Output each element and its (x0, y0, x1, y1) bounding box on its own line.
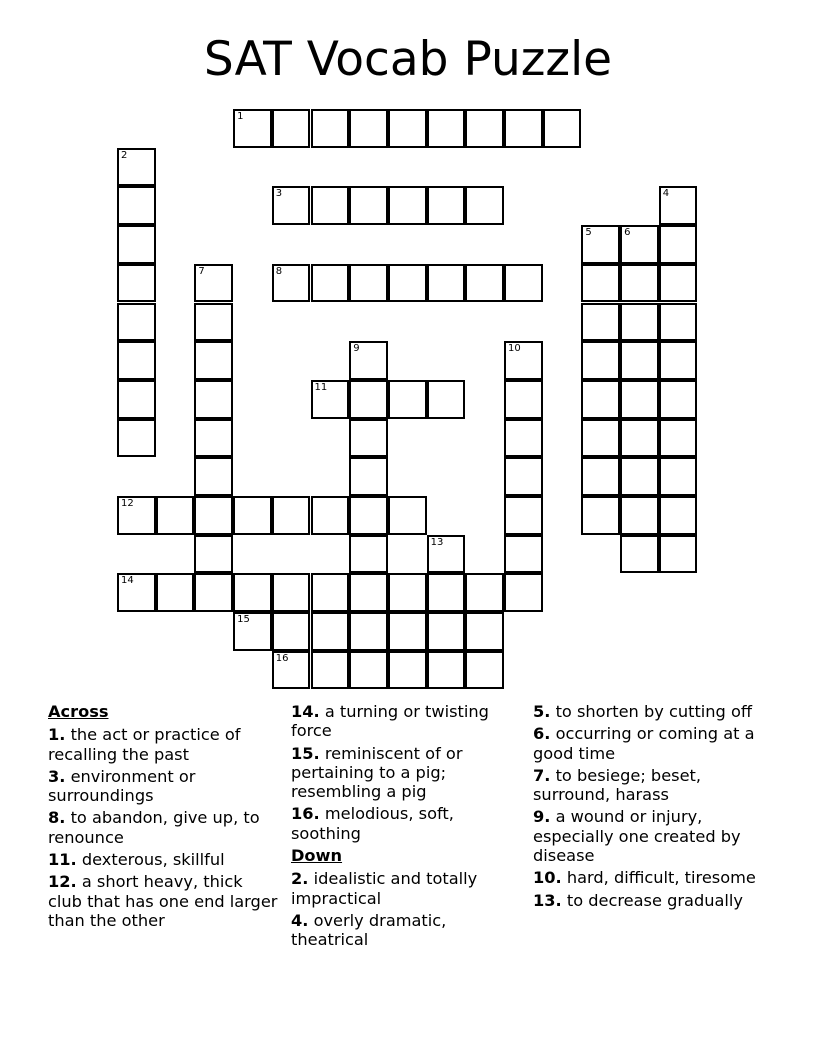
cell-number: 10 (508, 343, 521, 355)
grid-cell[interactable] (194, 303, 233, 342)
grid-cell[interactable] (194, 341, 233, 380)
grid-cell[interactable] (388, 380, 427, 419)
puzzle-title: SAT Vocab Puzzle (203, 32, 613, 87)
grid-cell[interactable] (272, 186, 311, 225)
cell-number: 8 (275, 265, 283, 277)
grid-cell[interactable] (272, 651, 311, 690)
grid-cell[interactable] (272, 573, 311, 612)
cell-number: 14 (121, 575, 134, 587)
clue-down-6 (533, 724, 768, 763)
clue-across-3 (48, 767, 278, 806)
grid-cell[interactable] (311, 380, 350, 419)
grid-cell[interactable] (233, 612, 272, 651)
clue-down-9 (533, 807, 768, 865)
grid-cell[interactable] (620, 419, 659, 458)
across-heading: Across (48, 702, 109, 721)
clue-text: to abandon, give up, to renounce (48, 808, 260, 847)
clue-across-14 (291, 702, 521, 741)
clue-text: reminiscent of or pertaining to a pig; resembling a pig (291, 743, 463, 802)
grid-cell[interactable] (620, 535, 659, 574)
clue-text: the act or practice of recalling the past (48, 725, 241, 764)
grid-cell[interactable] (581, 264, 620, 303)
clue-across-16 (291, 804, 521, 843)
grid-cell[interactable] (349, 651, 388, 690)
grid-cell[interactable] (427, 380, 466, 419)
clue-text: hard, difficult, tiresome (566, 868, 756, 888)
grid-cell[interactable] (388, 612, 427, 651)
grid-cell[interactable] (659, 380, 698, 419)
clue-text: overly dramatic, theatrical (291, 910, 447, 950)
clue-number: 10. (533, 868, 562, 888)
grid-cell[interactable] (388, 264, 427, 303)
grid-cell[interactable] (311, 264, 350, 303)
grid-cell[interactable] (504, 573, 543, 612)
grid-cell[interactable] (581, 457, 620, 496)
grid-cell[interactable] (117, 496, 156, 535)
grid-cell[interactable] (388, 186, 427, 225)
clues-column-1 (48, 702, 278, 933)
grid-cell[interactable] (504, 341, 543, 380)
grid-cell[interactable] (659, 264, 698, 303)
grid-cell[interactable] (349, 341, 388, 380)
grid-cell[interactable] (117, 380, 156, 419)
grid-cell[interactable] (311, 496, 350, 535)
grid-cell[interactable] (311, 612, 350, 651)
grid-cell[interactable] (427, 264, 466, 303)
grid-cell[interactable] (465, 186, 504, 225)
grid-cell[interactable] (427, 186, 466, 225)
grid-cell[interactable] (581, 380, 620, 419)
cell-number: 12 (121, 498, 134, 509)
grid-cell[interactable] (194, 264, 233, 303)
grid-cell[interactable] (427, 109, 466, 148)
clue-down-10 (533, 868, 768, 887)
grid-cell[interactable] (194, 380, 233, 419)
clue-number: 5. (533, 702, 551, 721)
clue-number: 8. (48, 808, 66, 828)
grid-cell[interactable] (388, 496, 427, 535)
clue-text: melodious, soft, soothing (291, 804, 454, 843)
cell-number: 6 (624, 227, 631, 239)
clue-down-4 (291, 911, 521, 950)
grid-cell[interactable] (272, 264, 311, 303)
clue-text: a turning or twisting force (291, 702, 489, 741)
cell-number: 13 (430, 536, 444, 548)
grid-cell[interactable] (465, 573, 504, 612)
grid-cell[interactable] (194, 573, 233, 612)
grid-cell[interactable] (272, 496, 311, 535)
clue-number: 9. (533, 807, 551, 827)
grid-cell[interactable] (156, 496, 195, 535)
grid-cell[interactable] (194, 535, 233, 574)
grid-cell[interactable] (349, 496, 388, 535)
grid-cell[interactable] (311, 573, 350, 612)
grid-cell[interactable] (581, 225, 620, 264)
grid-cell[interactable] (465, 109, 504, 148)
grid-cell[interactable] (194, 457, 233, 496)
grid-cell[interactable] (349, 380, 388, 419)
clue-across-8 (48, 808, 278, 847)
grid-cell[interactable] (349, 612, 388, 651)
grid-cell[interactable] (388, 651, 427, 690)
grid-cell[interactable] (504, 457, 543, 496)
clue-number: 2. (291, 869, 309, 889)
grid-cell[interactable] (311, 651, 350, 690)
grid-cell[interactable] (117, 186, 156, 225)
grid-cell[interactable] (349, 419, 388, 458)
grid-cell[interactable] (117, 573, 156, 612)
clue-number: 3. (48, 766, 66, 786)
grid-cell[interactable] (349, 109, 388, 148)
grid-cell[interactable] (659, 419, 698, 458)
clue-number: 7. (533, 765, 551, 785)
grid-cell[interactable] (659, 535, 698, 574)
grid-cell[interactable] (388, 109, 427, 148)
clue-number: 13. (533, 890, 562, 910)
clue-text: idealistic and totally impractical (291, 869, 478, 908)
clue-text: environment or surroundings (48, 766, 196, 806)
clue-number: 15. (291, 743, 320, 763)
clue-across-11 (48, 850, 278, 869)
grid-cell[interactable] (465, 264, 504, 303)
cell-number: 11 (314, 381, 328, 393)
clue-down-13 (533, 891, 768, 910)
grid-cell[interactable] (156, 573, 195, 612)
clue-text: dexterous, skillful (81, 850, 225, 870)
grid-cell[interactable] (620, 303, 659, 342)
grid-cell[interactable] (194, 419, 233, 458)
grid-cell[interactable] (311, 186, 350, 225)
clue-text: occurring or coming at a good time (533, 724, 755, 763)
grid-cell[interactable] (581, 496, 620, 535)
grid-cell[interactable] (659, 225, 698, 264)
grid-cell[interactable] (620, 341, 659, 380)
grid-cell[interactable] (194, 496, 233, 535)
grid-cell[interactable] (117, 341, 156, 380)
grid-cell[interactable] (504, 535, 543, 574)
clue-down-2 (291, 869, 521, 908)
grid-cell[interactable] (620, 457, 659, 496)
grid-cell[interactable] (233, 109, 272, 148)
grid-cell[interactable] (349, 186, 388, 225)
clue-number: 6. (533, 724, 551, 744)
grid-cell[interactable] (427, 651, 466, 690)
grid-cell[interactable] (504, 496, 543, 535)
cell-number: 5 (585, 227, 592, 239)
grid-cell[interactable] (117, 419, 156, 458)
grid-cell[interactable] (659, 341, 698, 380)
grid-cell[interactable] (620, 225, 659, 264)
grid-cell[interactable] (504, 380, 543, 419)
grid-cell[interactable] (581, 341, 620, 380)
grid-cell[interactable] (349, 535, 388, 574)
clue-down-7 (533, 766, 768, 805)
grid-cell[interactable] (504, 264, 543, 303)
clue-number: 11. (48, 850, 77, 870)
grid-cell[interactable] (427, 573, 466, 612)
grid-cell[interactable] (272, 109, 311, 148)
grid-cell[interactable] (543, 109, 582, 148)
clue-text: to besiege; beset, surround, harass (533, 765, 702, 805)
clue-number: 16. (291, 804, 320, 824)
grid-cell[interactable] (465, 612, 504, 651)
grid-cell[interactable] (659, 457, 698, 496)
grid-cell[interactable] (465, 651, 504, 690)
grid-cell[interactable] (117, 225, 156, 264)
grid-cell[interactable] (504, 109, 543, 148)
clue-number: 4. (291, 910, 309, 930)
grid-cell[interactable] (233, 573, 272, 612)
grid-cell[interactable] (117, 303, 156, 342)
grid-cell[interactable] (117, 264, 156, 303)
clue-text: to decrease gradually (566, 890, 743, 910)
down-heading: Down (291, 846, 343, 866)
clue-down-5 (533, 702, 768, 721)
grid-cell[interactable] (581, 419, 620, 458)
grid-cell[interactable] (272, 612, 311, 651)
cell-number: 2 (121, 149, 128, 161)
clue-across-15 (291, 744, 521, 802)
cell-number: 3 (275, 188, 283, 200)
grid-cell[interactable] (427, 612, 466, 651)
crossword-grid (118, 110, 718, 710)
grid-cell[interactable] (659, 303, 698, 342)
clues-column-3 (533, 702, 768, 913)
cell-number: 15 (237, 614, 250, 626)
clue-text: a short heavy, thick club that has one end larger than the other (48, 872, 278, 930)
grid-cell[interactable] (349, 264, 388, 303)
grid-cell[interactable] (388, 573, 427, 612)
grid-cell[interactable] (504, 419, 543, 458)
clue-number: 1. (48, 725, 66, 745)
grid-cell[interactable] (233, 496, 272, 535)
cell-number: 1 (237, 111, 244, 122)
grid-cell[interactable] (349, 457, 388, 496)
clue-text: to shorten by cutting off (555, 702, 753, 721)
grid-cell[interactable] (349, 573, 388, 612)
grid-cell[interactable] (581, 303, 620, 342)
cell-number: 4 (662, 188, 670, 200)
grid-cell[interactable] (311, 109, 350, 148)
grid-cell[interactable] (620, 496, 659, 535)
clue-text: a wound or injury, especially one created by disease (533, 807, 741, 866)
grid-cell[interactable] (117, 148, 156, 187)
grid-cell[interactable] (659, 186, 698, 225)
clues-column-2 (291, 702, 521, 953)
grid-cell[interactable] (620, 264, 659, 303)
clue-across-1 (48, 725, 278, 764)
cell-number: 9 (353, 343, 360, 355)
cell-number: 16 (275, 652, 289, 664)
grid-cell[interactable] (620, 380, 659, 419)
clue-number: 14. (291, 702, 320, 721)
clue-number: 12. (48, 872, 77, 892)
grid-cell[interactable] (427, 535, 466, 574)
clue-across-12 (48, 872, 278, 930)
cell-number: 7 (198, 265, 205, 277)
grid-cell[interactable] (659, 496, 698, 535)
